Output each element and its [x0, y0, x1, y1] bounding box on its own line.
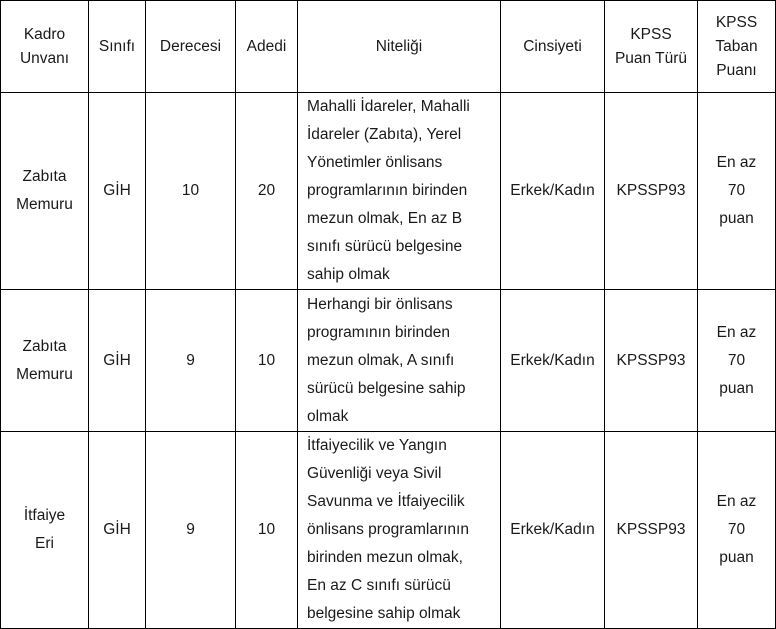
cell-cinsiyeti: Erkek/Kadın — [501, 93, 605, 290]
cell-derecesi: 9 — [146, 432, 236, 629]
cell-kpss-taban-puani: En az 70 puan — [698, 432, 776, 629]
cell-kpss-taban-puani: En az 70 puan — [698, 93, 776, 290]
cell-kpss-puan-turu: KPSSP93 — [605, 290, 698, 432]
table-row — [1, 432, 776, 629]
header-derecesi: Derecesi — [146, 1, 236, 93]
cell-niteligi: Herhangi bir önlisans programının birinden mezun olmak, A sınıfı sürücü belgesine sahip olmak — [298, 290, 501, 432]
cell-kpss-puan-turu: KPSSP93 — [605, 93, 698, 290]
cell-sinifi: GİH — [89, 432, 146, 629]
table-row — [1, 93, 776, 290]
header-sinifi: Sınıfı — [89, 1, 146, 93]
header-kpss-taban-puani: KPSS Taban Puanı — [698, 1, 776, 93]
table-header-row — [1, 1, 776, 93]
cell-cinsiyeti: Erkek/Kadın — [501, 432, 605, 629]
cell-kadro-unvani: İtfaiye Eri — [1, 432, 89, 629]
cell-sinifi: GİH — [89, 290, 146, 432]
cell-kpss-puan-turu: KPSSP93 — [605, 432, 698, 629]
cell-cinsiyeti: Erkek/Kadın — [501, 290, 605, 432]
cell-sinifi: GİH — [89, 93, 146, 290]
cell-derecesi: 9 — [146, 290, 236, 432]
cell-niteligi: İtfaiyecilik ve Yangın Güvenliği veya Sivil Savunma ve İtfaiyecilik önlisans programlarının birinden mezun olmak, En az C sınıfı sürücü belgesine sahip olmak — [298, 432, 501, 629]
cell-adedi: 10 — [236, 290, 298, 432]
cell-kadro-unvani: Zabıta Memuru — [1, 290, 89, 432]
header-kpss-puan-turu: KPSS Puan Türü — [605, 1, 698, 93]
cell-adedi: 20 — [236, 93, 298, 290]
header-cinsiyeti: Cinsiyeti — [501, 1, 605, 93]
header-adedi: Adedi — [236, 1, 298, 93]
table-row — [1, 290, 776, 432]
cell-niteligi: Mahalli İdareler, Mahalli İdareler (Zabıta), Yerel Yönetimler önlisans programlarının birinden mezun olmak, En az B sınıfı sürücü belgesine sahip olmak — [298, 93, 501, 290]
header-niteligi: Niteliği — [298, 1, 501, 93]
cell-adedi: 10 — [236, 432, 298, 629]
cell-kpss-taban-puani: En az 70 puan — [698, 290, 776, 432]
header-kadro-unvani: Kadro Unvanı — [1, 1, 89, 93]
cell-derecesi: 10 — [146, 93, 236, 290]
cell-kadro-unvani: Zabıta Memuru — [1, 93, 89, 290]
